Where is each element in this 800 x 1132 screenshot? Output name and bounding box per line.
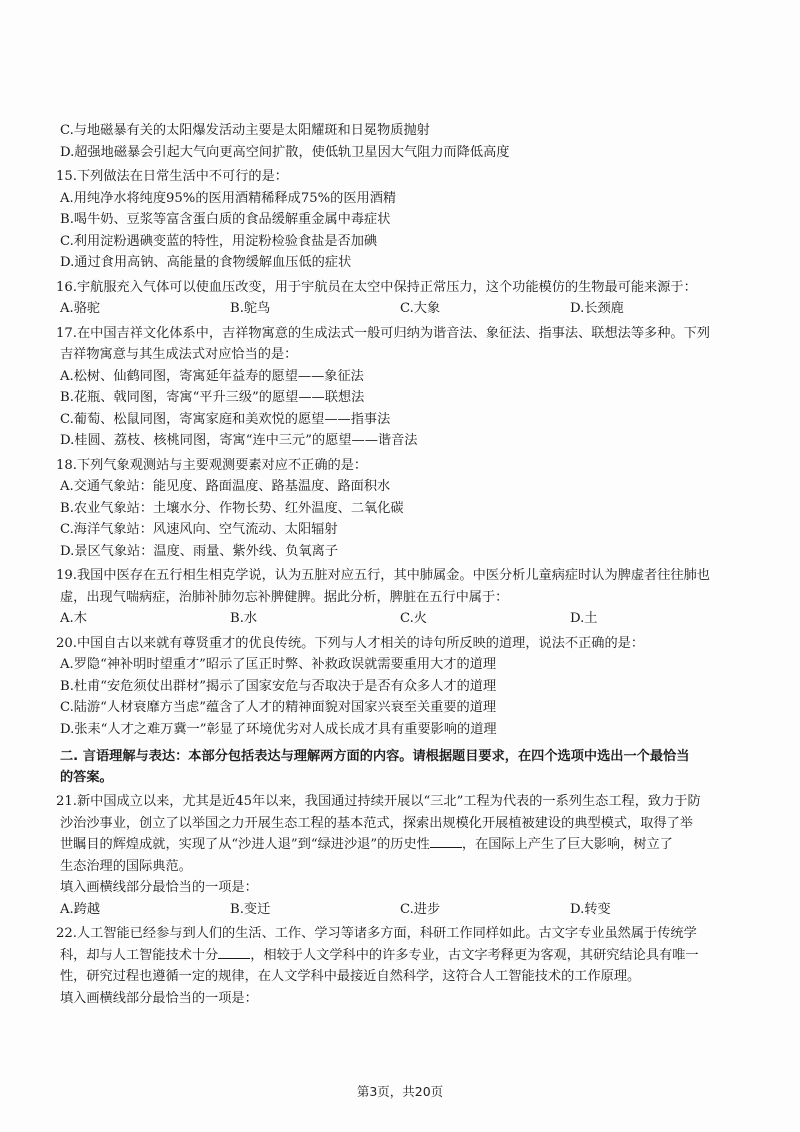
question-19-option-b: B.水 <box>230 611 258 626</box>
section-heading <box>60 746 746 788</box>
question-16-option-b: B.鸵鸟 <box>230 301 271 316</box>
question-18-option-b: B.农业气象站：土壤水分、作物长势、红外温度、二氧化碳 <box>60 500 404 516</box>
question-15-option-c: C.利用淀粉遇碘变蓝的特性，用淀粉检验食盐是否加碘 <box>60 233 378 249</box>
question-17-stem-line-1 <box>56 323 746 345</box>
page-number: 第3页，共20页 <box>356 1084 444 1099</box>
question-21-option-b: B.变迁 <box>230 901 271 917</box>
question-18-option-c: C.海洋气象站：风速风向、空气流动、太阳辐射 <box>60 522 338 537</box>
question-17-option-b: B.花瓶、戟同图，寄寓“平升三级”的愿望——联想法 <box>60 390 365 405</box>
question-19-option-c: C.火 <box>400 611 427 626</box>
question-16-option-c: C.大象 <box>400 301 441 316</box>
question-19-option-a: A.木 <box>60 611 87 626</box>
question-19-option-d: D.土 <box>570 611 598 626</box>
question-17-option-c: C.葡萄、松鼠同图，寄寓家庭和美欢悦的愿望——指事法 <box>60 411 391 427</box>
question-17-option-a: A.松树、仙鹤同图，寄寓延年益寿的愿望——象征法 <box>60 368 364 384</box>
question-22-blank <box>218 946 250 959</box>
question-22-stem-line-2 <box>56 945 746 967</box>
question-19-options <box>56 608 746 630</box>
question-21-option-d: D.转变 <box>570 901 611 917</box>
question-15-text: 下列做法在日常生活中不可行的是： <box>76 169 288 184</box>
question-20 <box>56 633 746 741</box>
question-15-number: 15. <box>56 169 77 184</box>
question-22-text-2a: 科，却与人工智能技术十分 <box>60 947 219 963</box>
q14-option-d: D.超强地磁暴会引起大气向更高空间扩散，使低轨卫星因大气阻力而降低高度 <box>60 144 510 160</box>
question-20-option-c: C.陆游“人材衰靡方当虑”蕴含了人才的精神面貌对国家兴衰至关重要的道理 <box>60 700 497 715</box>
question-21-text-3a: 世瞩目的辉煌成就，实现了从“沙进人退”到“绿进沙退”的历史性 <box>60 837 430 852</box>
question-21-option-a: A.跨越 <box>60 901 101 917</box>
question-20-option-b: B.杜甫“安危须仗出群材”揭示了国家安危与否取决于是否有众多人才的道理 <box>60 678 497 694</box>
question-21-stem-line-1 <box>56 791 746 813</box>
question-21-stem-line-4: 生态治理的国际典范。 <box>60 858 192 874</box>
question-21-text-3b: ，在国际上产生了巨大影响，树立了 <box>461 837 673 852</box>
question-22-stem-line-3: 性，研究过程也遵循一定的规律，在人文学科中最接近自然科学，这符合人工智能技术的工作原理。 <box>60 969 641 984</box>
question-18-text: 下列气象观测站与主要观测要素对应不正确的是： <box>76 457 368 473</box>
question-17-option-d: D.桂圆、荔枝、核桃同图，寄寓“连中三元”的愿望——谐音法 <box>60 433 418 448</box>
question-16-stem <box>56 277 746 299</box>
question-17-stem-line-2: 吉祥物寓意与其生成法式对应恰当的是： <box>60 347 298 362</box>
question-17 <box>56 323 746 452</box>
question-15-option-a: A.用纯净水将纯度95%的医用酒精稀释成75%的医用酒精 <box>60 190 397 206</box>
question-18 <box>56 455 746 563</box>
question-22-number: 22. <box>56 926 77 941</box>
question-22-text-2b: ，相较于人文学科中的许多专业，古文字考释更为客观，其研究结论具有唯一 <box>250 947 699 963</box>
question-20-option-d: D.张耒“人才之难万冀一”彰显了环境优劣对人成长成才具有重要影响的道理 <box>60 721 497 737</box>
question-22 <box>56 923 746 1009</box>
question-19-stem-line-2: 虚，出现气喘病症，治肺补肺勿忘补脾健脾。据此分析，脾脏在五行中属于： <box>60 589 509 605</box>
q14-option-c: C.与地磁暴有关的太阳爆发活动主要是太阳耀斑和日冕物质抛射 <box>60 123 430 138</box>
question-21-option-c: C.进步 <box>400 901 441 917</box>
question-22-text-1: 人工智能已经参与到人们的生活、工作、学习等诸多方面，科研工作同样如此。古文字专业虽然属于传统学 <box>76 926 697 941</box>
section-heading-line-1: 二. 言语理解与表达：本部分包括表达与理解两方面的内容。请根据题目要求，在四个选项中选出一个最恰当 <box>60 749 690 764</box>
question-16 <box>56 277 746 320</box>
question-15-stem <box>56 166 746 188</box>
question-18-number: 18. <box>56 457 77 473</box>
question-21-stem-line-3 <box>56 834 746 856</box>
question-18-stem <box>56 455 746 477</box>
question-19-stem-line-1 <box>56 565 746 587</box>
question-21 <box>56 791 746 920</box>
question-17-text-1: 在中国吉祥文化体系中，吉祥物寓意的生成法式一般可归纳为谐音法、象征法、指事法、联想法等多种。下列 <box>76 325 710 341</box>
section-heading-line-2: 的答案。 <box>60 770 113 785</box>
question-22-stem-line-1 <box>56 923 746 945</box>
question-21-options <box>56 899 746 921</box>
question-19-text-1: 我国中医存在五行相生相克学说，认为五脏对应五行，其中肺属金。中医分析儿童病症时认为脾虚者往往肺也 <box>76 568 710 583</box>
question-20-number: 20. <box>56 635 77 651</box>
question-16-text: 宇航服充入气体可以使血压改变，用于宇航员在太空中保持正常压力，这个功能模仿的生物最可能来源于： <box>76 279 697 295</box>
question-22-prompt: 填入画横线部分最恰当的一项是： <box>60 990 258 1006</box>
question-17-number: 17. <box>56 325 77 341</box>
question-16-options <box>56 298 746 320</box>
question-21-prompt: 填入画横线部分最恰当的一项是： <box>60 880 258 895</box>
question-20-option-a: A.罗隐“神补明时望重才”昭示了匡正时弊、补救政误就需要重用大才的道理 <box>60 657 497 672</box>
question-15-option-d: D.通过食用高钠、高能量的食物缓解血压低的症状 <box>60 255 352 270</box>
question-16-option-a: A.骆驼 <box>60 301 101 316</box>
question-18-option-a: A.交通气象站：能见度、路面温度、路基温度、路面积水 <box>60 479 391 494</box>
question-21-text-1: 新中国成立以来，尤其是近45年以来，我国通过持续开展以“三北”工程为代表的一系列生态工程，致力于防 <box>76 794 701 809</box>
question-15-option-b: B.喝牛奶、豆浆等富含蛋白质的食品缓解重金属中毒症状 <box>60 212 391 227</box>
page-content <box>56 120 746 1009</box>
question-18-option-d: D.景区气象站：温度、雨量、紫外线、负氧离子 <box>60 543 339 559</box>
question-21-stem-line-2: 沙治沙事业，创立了以举国之力开展生态工程的基本范式，探索出规模化开展植被建设的典型模式，取得了举 <box>60 815 693 831</box>
question-15 <box>56 166 746 274</box>
question-19-number: 19. <box>56 568 77 583</box>
question-20-stem <box>56 633 746 655</box>
question-21-blank <box>430 835 462 848</box>
question-19 <box>56 565 746 630</box>
question-16-option-d: D.长颈鹿 <box>570 301 624 316</box>
question-20-text: 中国自古以来就有尊贤重才的优良传统。下列与人才相关的诗句所反映的道理，说法不正确的是： <box>76 635 645 651</box>
question-21-number: 21. <box>56 794 77 809</box>
question-16-number: 16. <box>56 279 77 295</box>
